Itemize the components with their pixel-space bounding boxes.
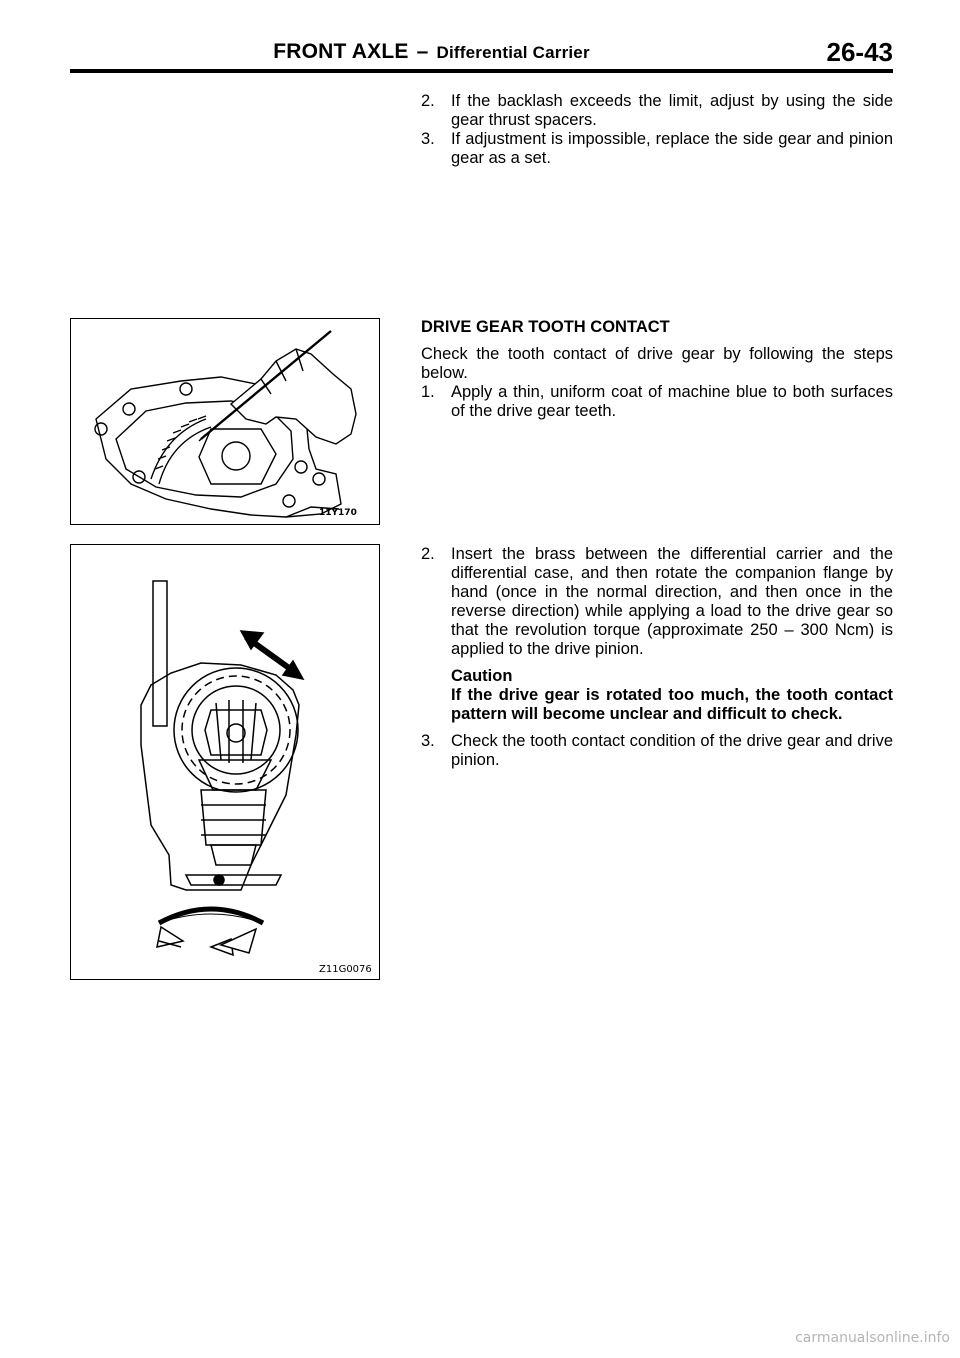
- section-heading: DRIVE GEAR TOOTH CONTACT: [421, 318, 670, 336]
- figure-code: Z11G0076: [319, 964, 372, 975]
- figure-code: 11Y170: [319, 508, 357, 518]
- step-number: 3.: [421, 732, 435, 750]
- step-number: 3.: [421, 130, 435, 148]
- intro-paragraph: Check the tooth contact of drive gear by following the steps below.: [421, 345, 893, 382]
- step-text: Apply a thin, uniform coat of machine blue to both surfaces of the drive gear teeth.: [451, 383, 893, 420]
- step-item: [421, 383, 893, 421]
- header-rule: [70, 69, 893, 73]
- tooth-contact-section: [421, 318, 893, 421]
- header-dash: –: [416, 40, 429, 63]
- figure-rotate-flange: [70, 544, 380, 980]
- caution-label: Caution: [451, 667, 513, 685]
- step-number: 1.: [421, 383, 435, 401]
- step-number: 2.: [421, 92, 435, 110]
- step-number: 2.: [421, 545, 435, 563]
- illustration-applying-machine-blue: [71, 319, 379, 524]
- illustration-rotating-companion-flange: [71, 545, 379, 979]
- step-text: If the backlash exceeds the limit, adjust by using the side gear thrust spacers.: [451, 92, 893, 129]
- step-text: Check the tooth contact condition of the drive gear and drive pinion.: [451, 732, 893, 769]
- rotation-steps: [421, 545, 893, 770]
- backlash-steps: [421, 92, 893, 168]
- watermark: carmanualsonline.info: [795, 1330, 950, 1346]
- step-item: [421, 92, 893, 130]
- step-item: [421, 732, 893, 770]
- caution-text: If the drive gear is rotated too much, the tooth contact pattern will become unclear and difficult to check.: [451, 686, 893, 723]
- page-header: [70, 37, 893, 72]
- step-text: If adjustment is impossible, replace the side gear and pinion gear as a set.: [451, 130, 893, 167]
- header-subsection: Differential Carrier: [436, 43, 590, 62]
- header-section: FRONT AXLE: [273, 40, 409, 63]
- page-number: 26-43: [826, 37, 893, 67]
- header-title: [70, 40, 793, 64]
- step-text: Insert the brass between the differential carrier and the differential case, and then rotate the companion flange by hand (once in the normal direction, and then once in the reverse direction) while applying a load to the drive gear so that the revolution torque (approximate 250 – 300 Ncm) is applied to the drive pinion.: [451, 545, 893, 658]
- figure-machine-blue: [70, 318, 380, 525]
- step-item: [421, 130, 893, 168]
- caution-note: [451, 667, 893, 724]
- step-item: [421, 545, 893, 659]
